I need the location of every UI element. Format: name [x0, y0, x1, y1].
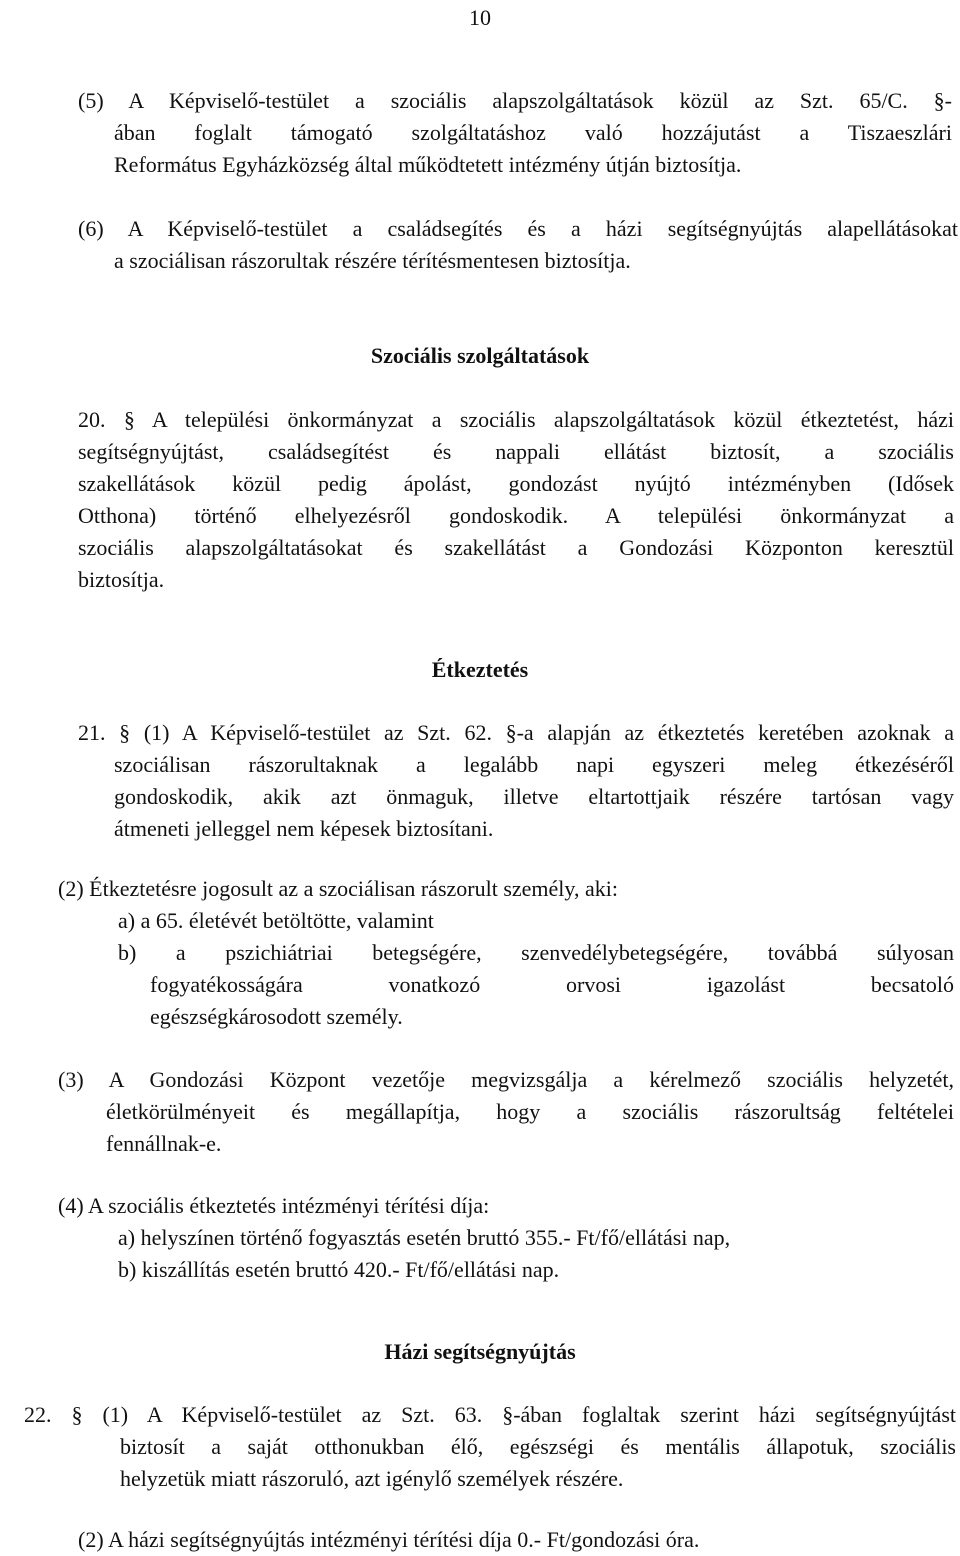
section-22-p1-line-1: 22. § (1) A Képviselő-testület az Szt. 63. §-ában foglaltak szerint házi segítségnyújtást	[24, 1402, 956, 1427]
section-20-line-4: Otthona) történő elhelyezésről gondoskodik. A települési önkormányzat a	[78, 503, 954, 528]
section-20-line-6: biztosítja.	[78, 567, 165, 592]
heading-catering: Étkeztetés	[431, 657, 529, 682]
section-21-paragraph-2-items	[118, 905, 954, 969]
section-20-line-1: 20. § A települési önkormányzat a szociális alapszolgáltatások közül étkeztetést, házi	[78, 407, 954, 432]
paragraph-6-line-1: (6) A Képviselő-testület a családsegítés és a házi segítségnyújtás alapellátásokat	[78, 216, 958, 241]
paragraph-5-line-2: ában foglalt támogató szolgáltatáshoz való hozzájutást a Tiszaeszlári	[114, 120, 952, 145]
section-21-p4-item-a: a) helyszínen történő fogyasztás esetén bruttó 355.- Ft/fő/ellátási nap,	[118, 1225, 731, 1250]
section-21-p4-item-b: b) kiszállítás esetén bruttó 420.- Ft/fő/ellátási nap.	[118, 1257, 560, 1282]
section-21-p3-line-2: életkörülményeit és megállapítja, hogy a szociális rászorultság feltételei	[106, 1099, 954, 1124]
section-21-p2-item-a: a) a 65. életévét betöltötte, valamint	[118, 908, 434, 933]
section-21-paragraph-4	[58, 1190, 954, 1222]
section-20-line-2: segítségnyújtást, családsegítést és nappali ellátást biztosít, a szociális	[78, 439, 954, 464]
section-21-p1-line-4: átmeneti jelleggel nem képesek biztosítani.	[114, 816, 494, 841]
paragraph-5	[78, 85, 952, 117]
section-21-p3-line-1: (3) A Gondozási Központ vezetője megvizsgálja a kérelmező szociális helyzetét,	[58, 1067, 954, 1092]
section-21-p1-line-3: gondoskodik, akik azt önmaguk, illetve eltartottjaik részére tartósan vagy	[114, 784, 954, 809]
section-21-paragraph-2-item-b-continuation	[150, 969, 954, 1033]
section-20-line-3: szakellátások közül pedig ápolást, gondozást nyújtó intézményben (Idősek	[78, 471, 954, 496]
section-22-paragraph-2	[78, 1524, 954, 1556]
paragraph-6	[78, 213, 958, 245]
heading-home-assistance: Házi segítségnyújtás	[384, 1339, 576, 1364]
section-22-paragraph-1	[24, 1399, 956, 1431]
section-21-paragraph-3-continuation	[106, 1096, 954, 1160]
section-21-p3-line-3: fennállnak-e.	[106, 1131, 222, 1156]
section-21-p2-item-b-line-2: fogyatékosságára vonatkozó orvosi igazolást becsatoló	[150, 972, 954, 997]
section-21-p1-line-2: szociálisan rászorultaknak a legalább napi egyszeri meleg étkezéséről	[114, 752, 954, 777]
paragraph-6-continuation	[114, 245, 952, 277]
paragraph-5-line-3: Református Egyházközség által működtetett intézmény útján biztosítja.	[114, 152, 742, 177]
paragraph-5-line-1: (5) A Képviselő-testület a szociális alapszolgáltatások közül az Szt. 65/C. §-	[78, 88, 952, 113]
section-20	[78, 404, 954, 596]
section-21-paragraph-1-continuation	[114, 749, 954, 845]
section-21-paragraph-2	[58, 873, 954, 905]
page-number: 10	[469, 5, 491, 30]
heading-social-services: Szociális szolgáltatások	[370, 343, 590, 368]
section-21-paragraph-1	[78, 717, 954, 749]
section-21-paragraph-3	[58, 1064, 954, 1096]
section-21-p1-line-1: 21. § (1) A Képviselő-testület az Szt. 62. §-a alapján az étkeztetés keretében azoknak a	[78, 720, 954, 745]
section-22-paragraph-1-continuation	[120, 1431, 956, 1495]
section-22-p1-line-2: biztosít a saját otthonukban élő, egészségi és mentális állapotuk, szociális	[120, 1434, 956, 1459]
section-22-p2-line-1: (2) A házi segítségnyújtás intézményi térítési díja 0.- Ft/gondozási óra.	[78, 1527, 700, 1552]
section-21-p2-item-b-line-3: egészségkárosodott személy.	[150, 1004, 403, 1029]
paragraph-5-continuation	[114, 117, 952, 181]
section-21-p4-line-1: (4) A szociális étkeztetés intézményi térítési díja:	[58, 1193, 490, 1218]
section-21-p2-line-1: (2) Étkeztetésre jogosult az a szociálisan rászorult személy, aki:	[58, 876, 618, 901]
section-21-paragraph-4-items	[118, 1222, 954, 1286]
section-20-line-5: szociális alapszolgáltatásokat és szakellátást a Gondozási Központon keresztül	[78, 535, 954, 560]
section-22-p1-line-3: helyzetük miatt rászoruló, azt igénylő személyek részére.	[120, 1466, 624, 1491]
section-21-p2-item-b-line-1: b) a pszichiátriai betegségére, szenvedélybetegségére, továbbá súlyosan	[118, 940, 954, 965]
paragraph-6-line-2: a szociálisan rászorultak részére térítésmentesen biztosítja.	[114, 248, 631, 273]
